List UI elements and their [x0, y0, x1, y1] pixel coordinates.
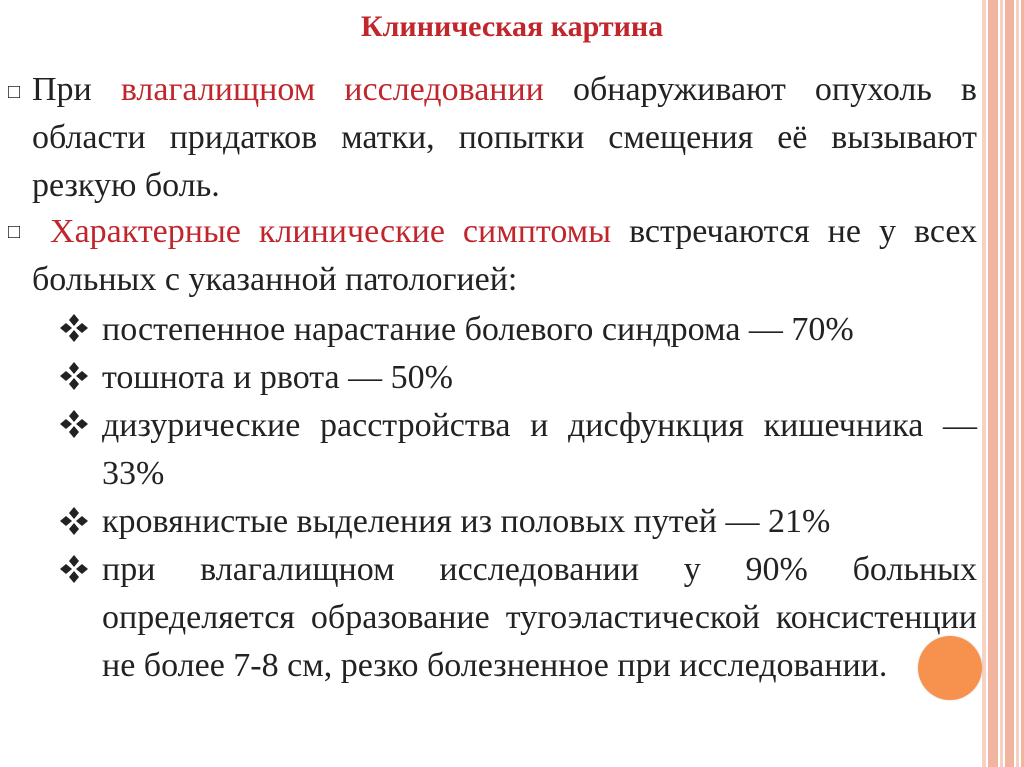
- p1-lead: При: [32, 71, 92, 108]
- orange-circle-decoration: [918, 636, 982, 700]
- bullet-item: тошнота и рвота — 50%: [102, 359, 453, 396]
- bullet-item: при влагалищном исследовании у 90% больных определяется образование тугоэластической консистенции не более 7-8 см, резко болезненное при исследовании.: [102, 551, 977, 684]
- diamond-bullet-icon: [58, 408, 90, 440]
- bullet-item: кровянистые выделения из половых путей — 21%: [102, 503, 831, 540]
- bullet-item: дизурические расстройства и дисфункция кишечника — 33%: [102, 407, 977, 492]
- paragraph-1: [32, 66, 977, 210]
- square-bullet-icon: □: [8, 221, 21, 243]
- bullet-item: постепенное нарастание болевого синдрома — 70%: [102, 311, 854, 348]
- p2-highlight: Характерные клинические симптомы: [50, 213, 612, 250]
- p1-highlight: влагалищном исследовании: [120, 71, 544, 108]
- paragraph-2: [32, 208, 977, 304]
- slide-title: Клиническая картина: [360, 10, 664, 43]
- p1-rest: обнаруживают опухоль в области придатков матки, попытки смещения её вызывают резкую боль.: [32, 71, 977, 204]
- square-bullet-icon: □: [8, 81, 21, 103]
- diamond-bullet-icon: [58, 312, 90, 344]
- decorative-stripes: [982, 0, 1024, 767]
- diamond-bullet-icon: [58, 553, 90, 585]
- p2-rest: встречаются не у всех больных с указанной патологией:: [32, 213, 977, 298]
- diamond-bullet-icon: [58, 360, 90, 392]
- diamond-bullet-icon: [58, 505, 90, 537]
